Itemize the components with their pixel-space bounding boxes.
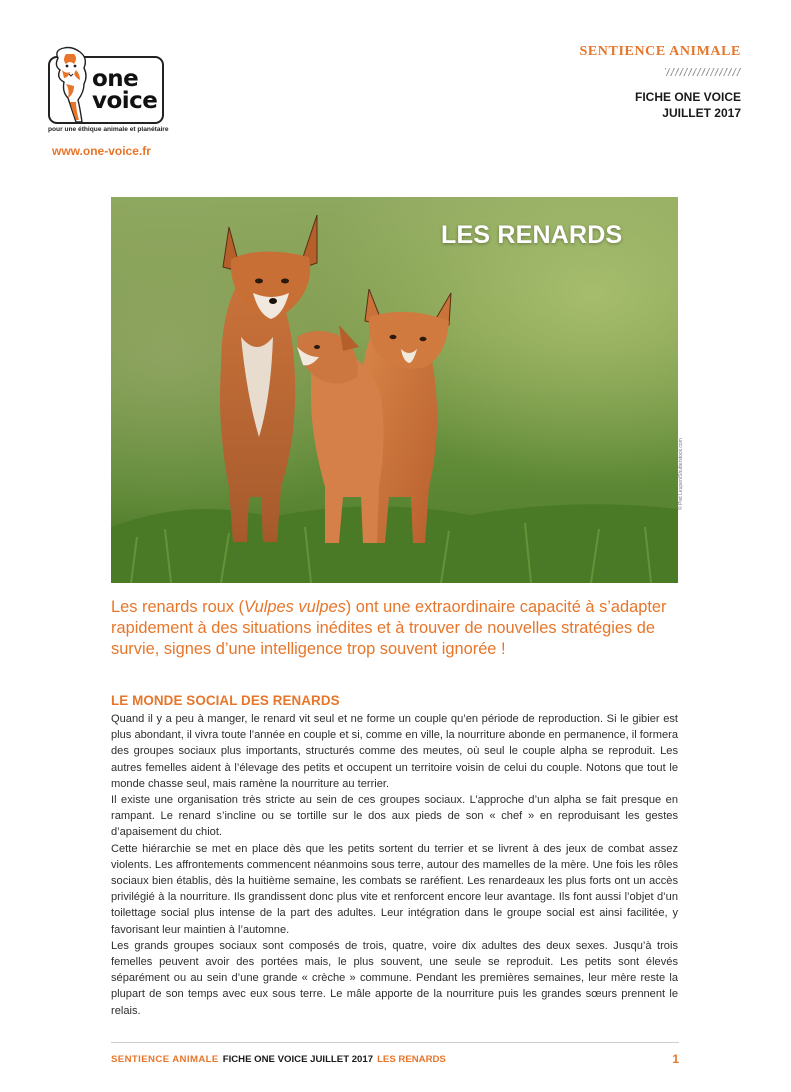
hero-title: LES RENARDS xyxy=(441,221,623,249)
intro-lead xyxy=(111,597,679,660)
logo-tagline: pour une éthique animale et planétaire xyxy=(48,126,169,133)
logo-word-one: one xyxy=(92,66,139,92)
intro-text-before: Les renards roux ( xyxy=(111,598,245,616)
body-paragraph: Cette hiérarchie se met en place dès que les petits sortent du terrier et se livrent à des jeux de combat assez violents. Les affrontements commencent néanmoins sous terre, autour des mamelles de la mère. Une fois les rôles sociaux bien établis, dès la huitième semaine, les combats se raréfient. Les renardeaux les plus forts ont un accès privilégié à la nourriture. Ils grandissent donc plus vite et renforcent encore leur avantage. Ils font aussi l’objet d’un toilettage social plus intense de la part des adultes. Leur intégration dans le groupe social est ainsi facilitée, y favorisant leur maintien à l’automne. xyxy=(111,842,678,936)
section-title: LE MONDE SOCIAL DES RENARDS xyxy=(111,693,340,708)
body-paragraph: Quand il y a peu à manger, le renard vit seul et ne forme un couple qu’en période de reproduction. Si le gibier est plus abondant, il vivra toute l’année en couple et si, comme en ville, la nourriture abonde en permanence, il formera des groupes sociaux plus importants, structurés comme des meutes, où seul le couple alpha se reproduit. Les autres femelles aident à l’élevage des petits et occupent un territoire voisin de celui du couple. Notons que tout le monde chasse seul, mais ramène la nourriture au terrier. xyxy=(111,713,678,790)
footer-category: SENTIENCE ANIMALE xyxy=(111,1054,219,1065)
logo-word-voice: voice xyxy=(92,88,158,114)
page-footer xyxy=(111,1042,679,1077)
body-paragraph: Il existe une organisation très stricte au sein de ces groupes sociaux. L’approche d’un alpha se fait presque en rampant. Le renard s’incline ou se tortille sur le dos aux pieds de son « chef » en reproduisant les gestes d’apaisement du chiot. xyxy=(111,794,678,839)
body-paragraph: Les grands groupes sociaux sont composés de trois, quatre, voire dix adultes des deux sexes. Jusqu’à trois femelles peuvent avoir des portées mais, le plus souvent, une seule se reproduit. Les petits sont élevés séparément ou au sein d’une grande « crèche » commune. Pendant les premières semaines, leur mère reste la plupart de son temps avec eux sous terre. Le mâle apporte de la nourriture puis les grandes sœurs prennent le relais. xyxy=(111,939,678,1017)
hatch-divider xyxy=(665,68,741,76)
footer-running-title xyxy=(111,1054,446,1065)
hero-fox-photo xyxy=(111,197,678,583)
header-doc-type: FICHE ONE VOICE xyxy=(634,90,741,104)
section-body xyxy=(111,711,678,1019)
fox-family-illustration xyxy=(111,197,678,583)
footer-topic: LES RENARDS xyxy=(377,1054,446,1065)
page-number: 1 xyxy=(672,1052,679,1066)
footer-doc: FICHE ONE VOICE JUILLET 2017 xyxy=(222,1054,374,1065)
document-header xyxy=(579,44,741,121)
intro-text-after: ) ont une extraordinaire capacité à s’adapter rapidement à des situations inédites et à trouver de nouvelles stratégies de survie, signes d’une intelligence trop souvent ignorée ! xyxy=(111,598,667,658)
one-voice-logo xyxy=(46,44,169,134)
header-date: JUILLET 2017 xyxy=(662,106,741,120)
header-category: SENTIENCE ANIMALE xyxy=(579,44,741,59)
photo-credit: © Piet Leupen/Shutterstock.com xyxy=(678,438,684,510)
website-link[interactable]: www.one-voice.fr xyxy=(52,144,151,158)
intro-species-name: Vulpes vulpes xyxy=(244,598,346,616)
